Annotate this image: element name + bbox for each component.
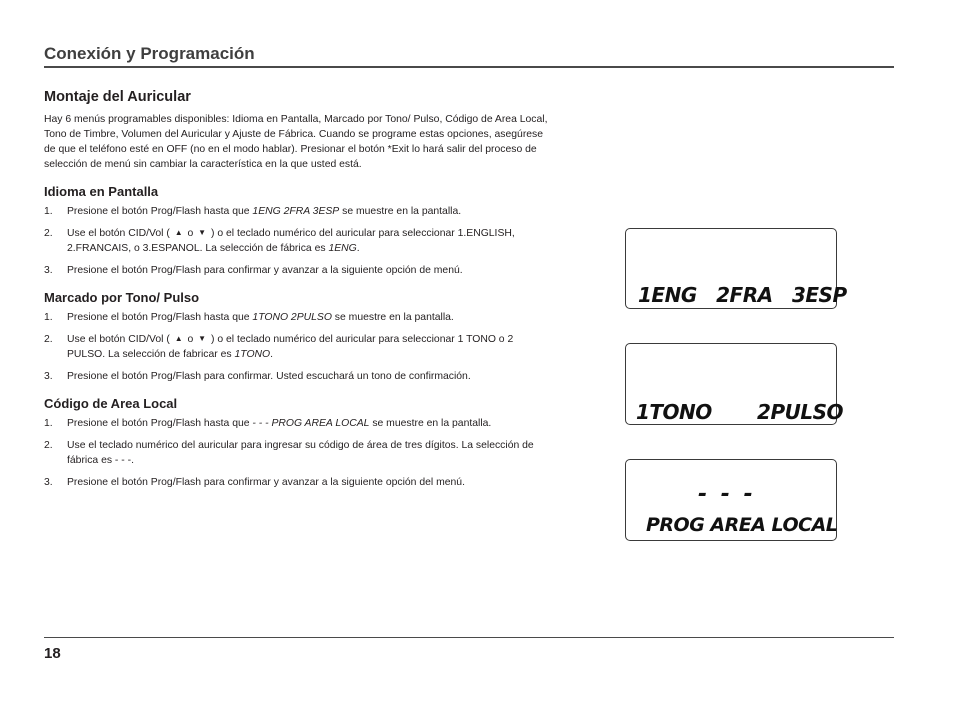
- step-number: 3.: [44, 265, 53, 276]
- display-text-ref: - - - PROG AREA LOCAL: [252, 418, 370, 429]
- down-arrow-icon: ▼: [198, 228, 207, 237]
- up-arrow-icon: ▲: [174, 334, 183, 343]
- section-title: Montaje del Auricular: [44, 89, 191, 105]
- step-text: ) o el teclado numérico del auricular para seleccionar 1 TONO o 2 PULSO. La selección de fabricar es: [67, 334, 514, 360]
- step-text: Presione el botón Prog/Flash hasta que: [67, 206, 253, 217]
- list-item: [44, 310, 549, 325]
- up-arrow-icon: ▲: [174, 228, 183, 237]
- step-text: Use el botón CID/Vol (: [67, 228, 173, 239]
- step-text: Presione el botón Prog/Flash hasta que: [67, 418, 253, 429]
- list-item: [44, 263, 549, 278]
- header-divider: [44, 66, 894, 68]
- idioma-heading: Idioma en Pantalla: [44, 184, 159, 199]
- display-text-ref: 1ENG 2FRA 3ESP: [252, 206, 340, 217]
- list-item: [44, 226, 549, 256]
- step-text: Use el teclado numérico del auricular para ingresar su código de área de tres dígitos. La selección de fábrica es - - -.: [67, 440, 534, 466]
- step-text: Presione el botón Prog/Flash para confirmar y avanzar a la siguiente opción del menú.: [67, 477, 465, 488]
- list-item: [44, 438, 549, 468]
- step-number: 2.: [44, 228, 53, 239]
- step-text: se muestre en la pantalla.: [339, 206, 462, 217]
- lcd-display-area-code: [625, 459, 837, 541]
- codigo-heading: Código de Area Local: [44, 396, 178, 411]
- step-text: se muestre en la pantalla.: [369, 418, 492, 429]
- list-item: [44, 416, 549, 431]
- codigo-steps: [44, 416, 549, 490]
- list-item: [44, 475, 549, 490]
- display-text-ref: 1TONO 2PULSO: [252, 312, 332, 323]
- page-number: 18: [44, 645, 61, 662]
- step-number: 2.: [44, 440, 53, 451]
- idioma-steps: [44, 204, 549, 278]
- step-text: o: [184, 228, 197, 239]
- lcd-text: 1ENG 2FRA 3ESP: [638, 283, 847, 307]
- lcd-display-language: [625, 228, 847, 309]
- step-number: 3.: [44, 477, 53, 488]
- list-item: [44, 332, 549, 362]
- lcd-text: 1TONO 2PULSO: [636, 400, 844, 424]
- display-text-ref: 1ENG: [328, 243, 357, 254]
- step-text: Presione el botón Prog/Flash para confirmar y avanzar a la siguiente opción de menú.: [67, 265, 463, 276]
- lcd-display-dial-mode: [625, 343, 844, 425]
- step-text: .: [270, 349, 273, 360]
- list-item: [44, 204, 549, 219]
- display-text-ref: 1TONO: [234, 349, 271, 360]
- step-number: 1.: [44, 312, 53, 323]
- step-text: Use el botón CID/Vol (: [67, 334, 173, 345]
- step-number: 3.: [44, 371, 53, 382]
- step-number: 1.: [44, 206, 53, 217]
- down-arrow-icon: ▼: [198, 334, 207, 343]
- step-text: .: [356, 243, 360, 254]
- step-text: se muestre en la pantalla.: [331, 312, 454, 323]
- intro-paragraph: Hay 6 menús programables disponibles: Idioma en Pantalla, Marcado por Tono/ Pulso, Código de Area Local, Tono de Timbre, Volumen del Auricular y Ajuste de Fábrica. Cuando se programe estas opciones, asegúrese de que el teléfono esté en OFF (no en el modo hablar). Presionar el botón *Exit lo hará salir del proceso de selección de menú sin cambiar la característica en la que usted está.: [44, 114, 548, 170]
- marcado-steps: [44, 310, 549, 384]
- step-text: o: [184, 334, 197, 345]
- lcd-dashes: - - -: [698, 482, 756, 507]
- marcado-heading: Marcado por Tono/ Pulso: [44, 290, 200, 305]
- lcd-text: PROG AREA LOCAL: [646, 514, 838, 536]
- step-text: ) o el teclado numérico del auricular para seleccionar 1.ENGLISH, 2.FRANCAIS, o 3.ESPANOL. La selección de fábrica es: [67, 228, 515, 254]
- step-number: 1.: [44, 418, 53, 429]
- main-content: [44, 89, 549, 497]
- list-item: [44, 369, 549, 384]
- step-number: 2.: [44, 334, 53, 345]
- step-text: Presione el botón Prog/Flash para confirmar. Usted escuchará un tono de confirmación.: [67, 371, 471, 382]
- step-text: Presione el botón Prog/Flash hasta que: [67, 312, 253, 323]
- page-header-title: Conexión y Programación: [44, 44, 255, 63]
- footer-divider: [44, 637, 894, 638]
